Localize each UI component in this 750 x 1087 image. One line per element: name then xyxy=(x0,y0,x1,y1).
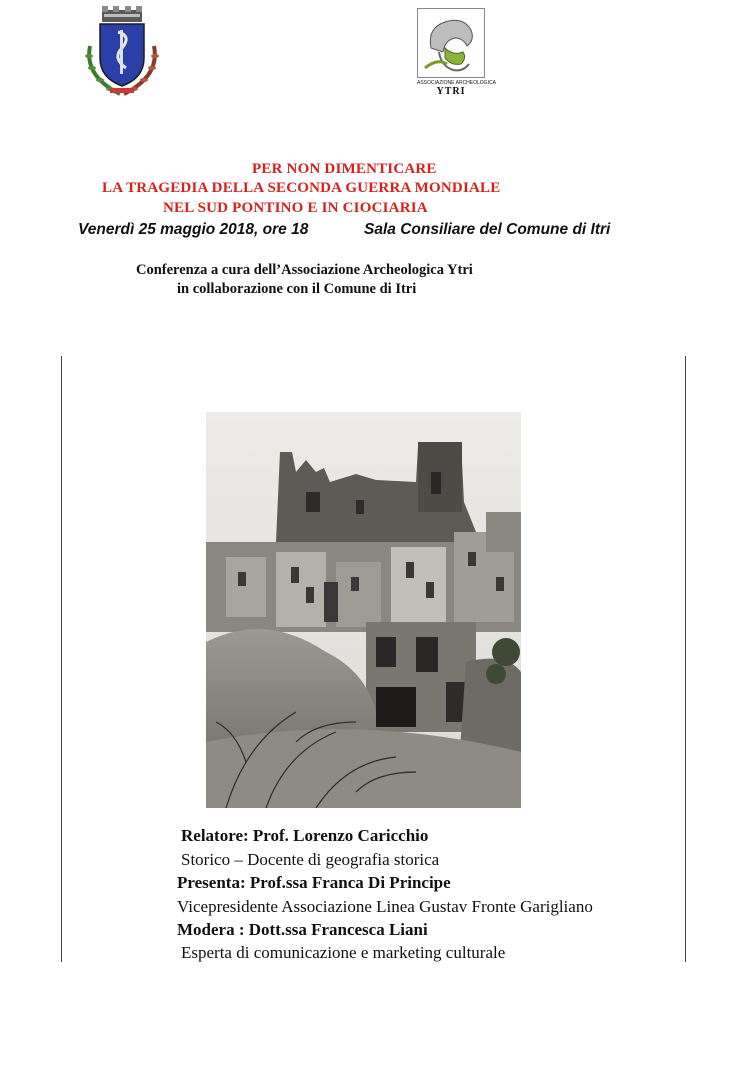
ytri-logo-name: YTRI xyxy=(436,86,466,97)
modera-label: Modera xyxy=(177,920,235,939)
modera-name: : Dott.ssa Francesca Liani xyxy=(234,920,428,939)
conference-line-2: in collaborazione con il Comune di Itri xyxy=(177,281,417,297)
conference-line-1: Conferenza a cura dell’Associazione Archeologica Ytri xyxy=(136,262,473,278)
ytri-logo-small-text: ASSOCIAZIONE ARCHEOLOGICA xyxy=(417,80,496,86)
coat-of-arms-icon xyxy=(82,6,162,100)
title-line-1: PER NON DIMENTICARE xyxy=(252,161,437,177)
statue-head-icon xyxy=(417,8,485,78)
relatore-label: Relatore: Prof. Lorenzo Caricchio xyxy=(181,826,429,845)
coat-of-arms-logo xyxy=(82,6,162,100)
event-date: Venerdì 25 maggio 2018, ore 18 xyxy=(78,221,309,238)
castle-ruins-illustration xyxy=(206,412,521,808)
event-venue: Sala Consiliare del Comune di Itri xyxy=(364,221,611,238)
presenta-role: Vicepresidente Associazione Linea Gustav Fronte Garigliano xyxy=(177,897,593,916)
modera-line xyxy=(177,920,428,940)
ytri-logo xyxy=(417,8,496,97)
relatore-role: Storico – Docente di geografia storica xyxy=(181,850,440,869)
title-line-2: LA TRAGEDIA DELLA SECONDA GUERRA MONDIALE xyxy=(102,180,501,196)
presenta-label: Presenta xyxy=(177,873,240,892)
presenta-name: : Prof.ssa Franca Di Principe xyxy=(239,873,451,892)
relatore-line xyxy=(181,826,428,846)
castle-ruins-photo xyxy=(206,412,521,808)
modera-role: Esperta di comunicazione e marketing culturale xyxy=(181,943,506,962)
presenta-line xyxy=(177,873,451,893)
frame-right-line xyxy=(685,356,686,962)
frame-left-line xyxy=(61,356,62,962)
title-line-3: NEL SUD PONTINO E IN CIOCIARIA xyxy=(163,200,428,216)
